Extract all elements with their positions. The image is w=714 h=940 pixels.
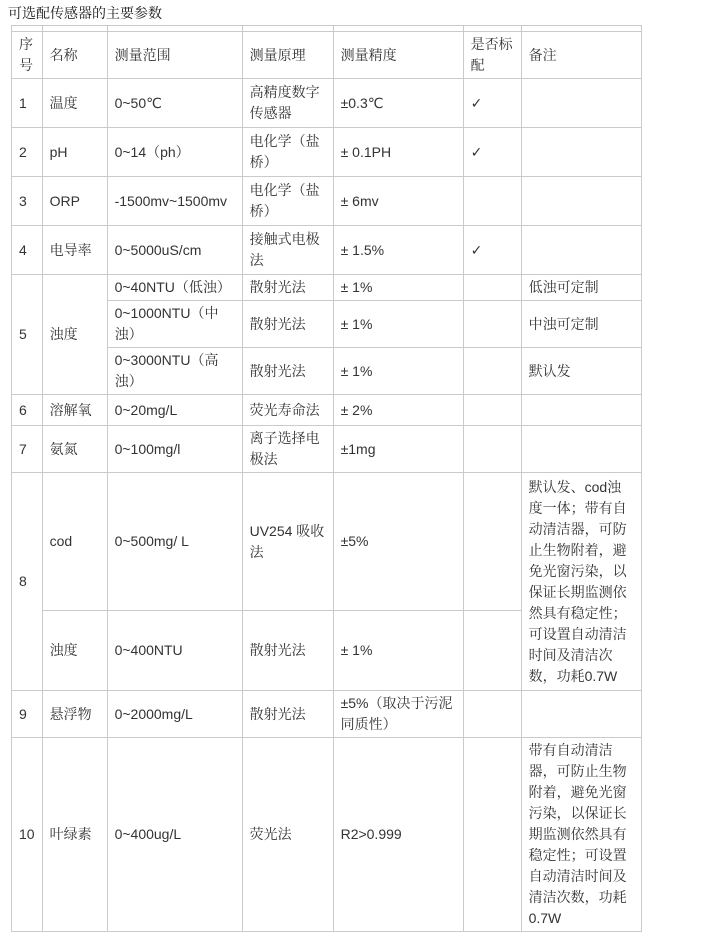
cell-range: 0~3000NTU（高浊） [107, 348, 242, 395]
cell-remark [521, 395, 641, 426]
cell-no: 1 [12, 79, 43, 128]
cell-standard [463, 395, 521, 426]
table-row [12, 691, 642, 738]
table-row [12, 226, 642, 275]
cell-no: 5 [12, 275, 43, 395]
cell-accuracy: ± 1% [333, 348, 463, 395]
cell-remark [521, 426, 641, 473]
cell-accuracy: ± 0.1PH [333, 128, 463, 177]
cell-name: pH [42, 128, 107, 177]
cell-range: 0~1000NTU（中浊） [107, 301, 242, 348]
cell-no: 3 [12, 177, 43, 226]
page-title: 可选配传感器的主要参数 [8, 5, 162, 21]
cell-name: 浊度 [42, 275, 107, 395]
cell-principle: 电化学（盐桥） [242, 128, 333, 177]
cell-accuracy: ±1mg [333, 426, 463, 473]
cell-no: 8 [12, 473, 43, 691]
cell-remark: 低浊可定制 [521, 275, 641, 301]
cell-standard [463, 611, 521, 691]
cell-name: 电导率 [42, 226, 107, 275]
cell-name: 浊度 [42, 611, 107, 691]
cell-no: 7 [12, 426, 43, 473]
cell-range: -1500mv~1500mv [107, 177, 242, 226]
cell-no: 4 [12, 226, 43, 275]
cell-accuracy: ± 1.5% [333, 226, 463, 275]
table-row [12, 79, 642, 128]
cell-standard-checkmark: ✓ [463, 79, 521, 128]
cell-remark [521, 128, 641, 177]
cell-principle: 接触式电极法 [242, 226, 333, 275]
cell-standard [463, 348, 521, 395]
cell-remark: 带有自动清洁器，可防止生物附着，避免光窗污染，以保证长期监测依然具有稳定性；可设置自动清洁时间及清洁次数，功耗0.7W [521, 738, 641, 932]
cell-accuracy: ± 1% [333, 275, 463, 301]
cell-range: 0~5000uS/cm [107, 226, 242, 275]
cell-principle: 离子选择电极法 [242, 426, 333, 473]
cell-standard [463, 426, 521, 473]
cell-name: 叶绿素 [42, 738, 107, 932]
cell-range: 0~50℃ [107, 79, 242, 128]
cell-range: 0~20mg/L [107, 395, 242, 426]
cell-remark [521, 177, 641, 226]
cell-principle: UV254 吸收法 [242, 473, 333, 611]
cell-range: 0~2000mg/L [107, 691, 242, 738]
table-row [12, 128, 642, 177]
cell-range: 0~400ug/L [107, 738, 242, 932]
cell-accuracy: ± 1% [333, 301, 463, 348]
cell-principle: 散射光法 [242, 275, 333, 301]
header-name: 名称 [42, 32, 107, 79]
header-no: 序号 [12, 32, 43, 79]
cell-accuracy: ± 2% [333, 395, 463, 426]
cell-name: 氨氮 [42, 426, 107, 473]
header-accuracy: 测量精度 [333, 32, 463, 79]
cell-principle: 电化学（盐桥） [242, 177, 333, 226]
cell-remark: 默认发、cod浊度一体；带有自动清洁器，可防止生物附着，避免光窗污染，以保证长期监测依然具有稳定性；可设置自动清洁时间及清洁次数，功耗0.7W [521, 473, 641, 691]
table-row [12, 426, 642, 473]
cell-accuracy: ± 1% [333, 611, 463, 691]
cell-accuracy: R2>0.999 [333, 738, 463, 932]
cell-name: cod [42, 473, 107, 611]
cell-range: 0~100mg/l [107, 426, 242, 473]
table-row [12, 473, 642, 611]
sensor-parameters-table [11, 25, 642, 932]
cell-name: 溶解氧 [42, 395, 107, 426]
cell-standard [463, 177, 521, 226]
table-header-row [12, 32, 642, 79]
document-page [0, 5, 714, 940]
header-remark: 备注 [521, 32, 641, 79]
header-principle: 测量原理 [242, 32, 333, 79]
cell-principle: 散射光法 [242, 301, 333, 348]
cell-range: 0~14（ph） [107, 128, 242, 177]
cell-principle: 荧光法 [242, 738, 333, 932]
cell-standard [463, 691, 521, 738]
cell-range: 0~400NTU [107, 611, 242, 691]
cell-remark: 中浊可定制 [521, 301, 641, 348]
cell-remark: 默认发 [521, 348, 641, 395]
table-row [12, 177, 642, 226]
cell-standard-checkmark: ✓ [463, 226, 521, 275]
cell-remark [521, 226, 641, 275]
header-range: 测量范围 [107, 32, 242, 79]
cell-accuracy: ± 6mv [333, 177, 463, 226]
cell-range: 0~40NTU（低浊） [107, 275, 242, 301]
header-standard: 是否标配 [463, 32, 521, 79]
cell-accuracy: ±0.3℃ [333, 79, 463, 128]
cell-standard [463, 301, 521, 348]
table-row [12, 275, 642, 301]
cell-principle: 散射光法 [242, 611, 333, 691]
cell-no: 10 [12, 738, 43, 932]
cell-name: ORP [42, 177, 107, 226]
cell-principle: 高精度数字传感器 [242, 79, 333, 128]
cell-principle: 散射光法 [242, 348, 333, 395]
cell-standard [463, 275, 521, 301]
cell-principle: 荧光寿命法 [242, 395, 333, 426]
cell-standard [463, 473, 521, 611]
cell-range: 0~500mg/ L [107, 473, 242, 611]
cell-name: 悬浮物 [42, 691, 107, 738]
cell-standard-checkmark: ✓ [463, 128, 521, 177]
cell-accuracy: ±5%（取决于污泥同质性） [333, 691, 463, 738]
cell-no: 6 [12, 395, 43, 426]
cell-accuracy: ±5% [333, 473, 463, 611]
table-row [12, 395, 642, 426]
cell-remark [521, 79, 641, 128]
cell-name: 温度 [42, 79, 107, 128]
cell-remark [521, 691, 641, 738]
cell-no: 2 [12, 128, 43, 177]
cell-standard [463, 738, 521, 932]
cell-principle: 散射光法 [242, 691, 333, 738]
cell-no: 9 [12, 691, 43, 738]
table-row [12, 738, 642, 932]
